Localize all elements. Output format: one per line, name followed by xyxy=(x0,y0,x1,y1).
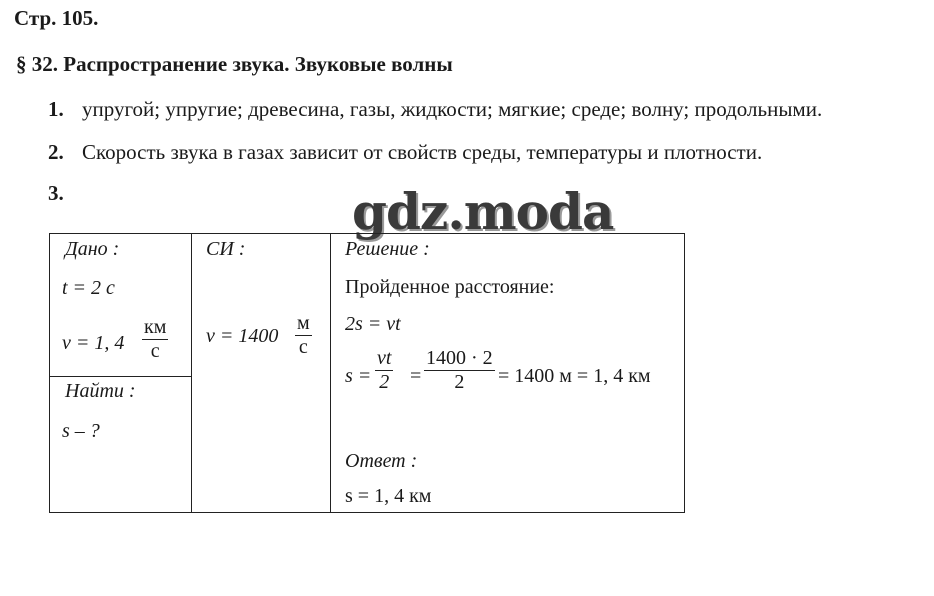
answer-item-1 xyxy=(48,97,822,122)
answer-number: 1. xyxy=(48,97,64,121)
answer-number: 2. xyxy=(48,140,64,164)
answer-heading: Ответ : xyxy=(345,450,418,472)
given-find-divider xyxy=(50,376,192,377)
given-heading: Дано : xyxy=(65,238,120,260)
answer-number: 3. xyxy=(48,181,64,205)
answer-item-2 xyxy=(48,140,762,165)
fraction-numerator: vt xyxy=(377,347,392,369)
solution-fraction-vt xyxy=(375,347,393,394)
solution-result: = 1400 м = 1, 4 км xyxy=(498,365,651,387)
unit-denominator: с xyxy=(298,336,308,358)
given-time: t = 2 с xyxy=(62,277,115,299)
solution-s-equals: s = xyxy=(345,365,372,387)
column-divider xyxy=(330,234,331,512)
fraction-denominator: 2 xyxy=(454,371,465,393)
solution-table xyxy=(49,233,685,513)
fraction-denominator: 2 xyxy=(379,371,390,393)
given-speed: v = 1, 4 xyxy=(62,332,125,354)
answer-item-3 xyxy=(48,181,82,206)
column-divider xyxy=(191,234,192,512)
si-heading: СИ : xyxy=(206,238,246,260)
unit-numerator: м xyxy=(297,312,310,334)
answer-text: упругой; упругие; древесина, газы, жидкости; мягкие; среде; волну; продольными. xyxy=(82,97,823,121)
unit-denominator: с xyxy=(150,340,160,362)
solution-equals: = xyxy=(410,365,422,387)
find-value: s – ? xyxy=(62,420,100,442)
find-heading: Найти : xyxy=(65,380,136,402)
given-speed-unit xyxy=(142,316,168,363)
si-speed: v = 1400 xyxy=(206,325,279,347)
watermark-logo: gdz.moda xyxy=(352,182,614,241)
solution-heading: Решение : xyxy=(345,238,430,260)
unit-numerator: км xyxy=(144,316,167,338)
solution-formula: 2s = vt xyxy=(345,313,401,335)
answer-text: Скорость звука в газах зависит от свойств среды, температуры и плотности. xyxy=(82,140,763,164)
si-speed-unit xyxy=(295,312,312,359)
fraction-numerator: 1400 · 2 xyxy=(426,347,493,369)
solution-intro: Пройденное расстояние: xyxy=(345,276,555,298)
answer-value: s = 1, 4 км xyxy=(345,485,432,507)
section-title: § 32. Распространение звука. Звуковые волны xyxy=(16,52,453,76)
solution-fraction-numbers xyxy=(424,347,495,394)
page-number: Стр. 105. xyxy=(14,6,99,30)
